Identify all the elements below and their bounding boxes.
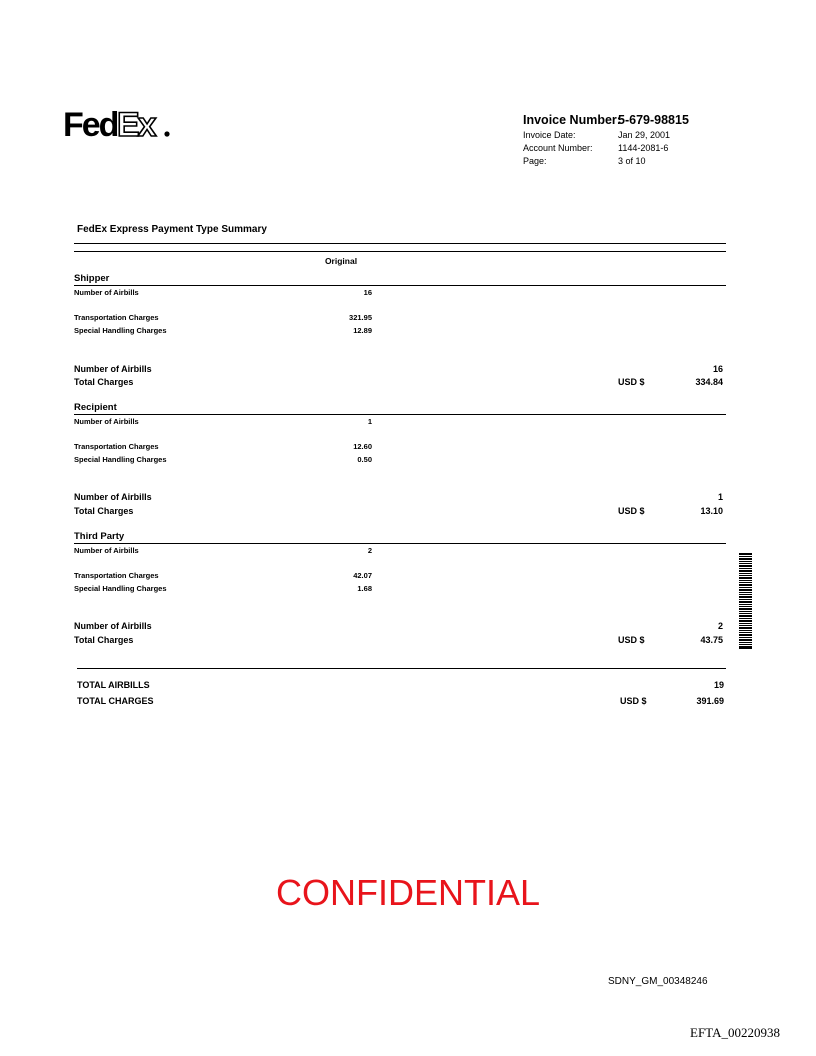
total-charges-label: TOTAL CHARGES — [77, 696, 154, 706]
svg-text:Ex: Ex — [117, 106, 155, 144]
total-currency: USD $ — [620, 696, 647, 706]
recipient-total-charges-label: Total Charges — [74, 506, 134, 516]
third-party-special-label: Special Handling Charges — [74, 584, 167, 593]
shipper-transport-value: 321.95 — [349, 313, 372, 322]
third-party-transport-label: Transportation Charges — [74, 571, 159, 580]
shipper-total-charges-value: 334.84 — [695, 377, 723, 387]
summary-title: FedEx Express Payment Type Summary — [77, 224, 267, 235]
third-party-transport-value: 42.07 — [353, 571, 372, 580]
account-number-value: 1144-2081-6 — [618, 143, 669, 153]
page-value: 3 of 10 — [618, 156, 646, 166]
document-id: SDNY_GM_00348246 — [608, 976, 708, 987]
recipient-special-label: Special Handling Charges — [74, 455, 167, 464]
invoice-number — [523, 113, 689, 127]
account-number-row — [523, 143, 669, 153]
third-party-total-airbills-label: Number of Airbills — [74, 621, 152, 631]
shipper-transport-label: Transportation Charges — [74, 313, 159, 322]
third-party-total-charges-label: Total Charges — [74, 635, 134, 645]
efta-id: EFTA_00220938 — [690, 1025, 780, 1040]
recipient-total-airbills-value: 1 — [717, 492, 723, 502]
third-party-total-airbills-value: 2 — [717, 621, 723, 631]
section-title-shipper: Shipper — [74, 273, 110, 284]
shipper-total-airbills-label: Number of Airbills — [74, 364, 152, 374]
summary-top-rule — [74, 243, 726, 244]
shipper-airbills-value: 16 — [363, 288, 372, 297]
invoice-date-label: Invoice Date: — [523, 130, 576, 140]
third-party-airbills-label: Number of Airbills — [74, 546, 139, 555]
third-party-special-value: 1.68 — [357, 584, 372, 593]
third-party-currency: USD $ — [618, 635, 645, 645]
shipper-airbills-label: Number of Airbills — [74, 288, 139, 297]
invoice-number-label: Invoice Number: — [523, 113, 621, 127]
recipient-airbills-value: 1 — [367, 417, 372, 426]
recipient-currency: USD $ — [618, 506, 645, 516]
recipient-special-value: 0.50 — [357, 455, 372, 464]
total-charges-value: 391.69 — [696, 696, 724, 706]
account-number-label: Account Number: — [523, 143, 593, 153]
grand-total-rule — [77, 668, 726, 669]
invoice-number-value: 5-679-98815 — [618, 113, 689, 127]
recipient-total-charges-value: 13.10 — [700, 506, 723, 516]
recipient-transport-label: Transportation Charges — [74, 442, 159, 451]
page-row — [523, 156, 646, 166]
shipper-total-charges-label: Total Charges — [74, 377, 134, 387]
summary-second-rule — [74, 251, 726, 252]
third-party-airbills-value: 2 — [367, 546, 372, 555]
confidential-stamp: CONFIDENTIAL — [276, 872, 541, 913]
recipient-airbills-label: Number of Airbills — [74, 417, 139, 426]
section-rule-shipper — [74, 285, 726, 286]
invoice-date-row — [523, 130, 671, 140]
third-party-total-charges-value: 43.75 — [700, 635, 723, 645]
barcode-icon — [739, 553, 752, 649]
shipper-currency: USD $ — [618, 377, 645, 387]
fedex-logo — [63, 104, 173, 144]
recipient-total-airbills-label: Number of Airbills — [74, 492, 152, 502]
svg-text:Fed: Fed — [63, 106, 118, 144]
invoice-date-value: Jan 29, 2001 — [618, 130, 671, 140]
column-header-original: Original — [324, 256, 358, 266]
total-airbills-label: TOTAL AIRBILLS — [77, 680, 150, 690]
section-rule-recipient — [74, 414, 726, 415]
shipper-total-airbills-value: 16 — [712, 364, 723, 374]
page-label: Page: — [523, 156, 547, 166]
total-airbills-value: 19 — [713, 680, 724, 690]
recipient-transport-value: 12.60 — [353, 442, 372, 451]
section-title-third-party: Third Party — [74, 531, 125, 542]
section-title-recipient: Recipient — [74, 402, 117, 413]
shipper-special-value: 12.89 — [353, 326, 372, 335]
shipper-special-label: Special Handling Charges — [74, 326, 167, 335]
section-rule-third-party — [74, 543, 726, 544]
